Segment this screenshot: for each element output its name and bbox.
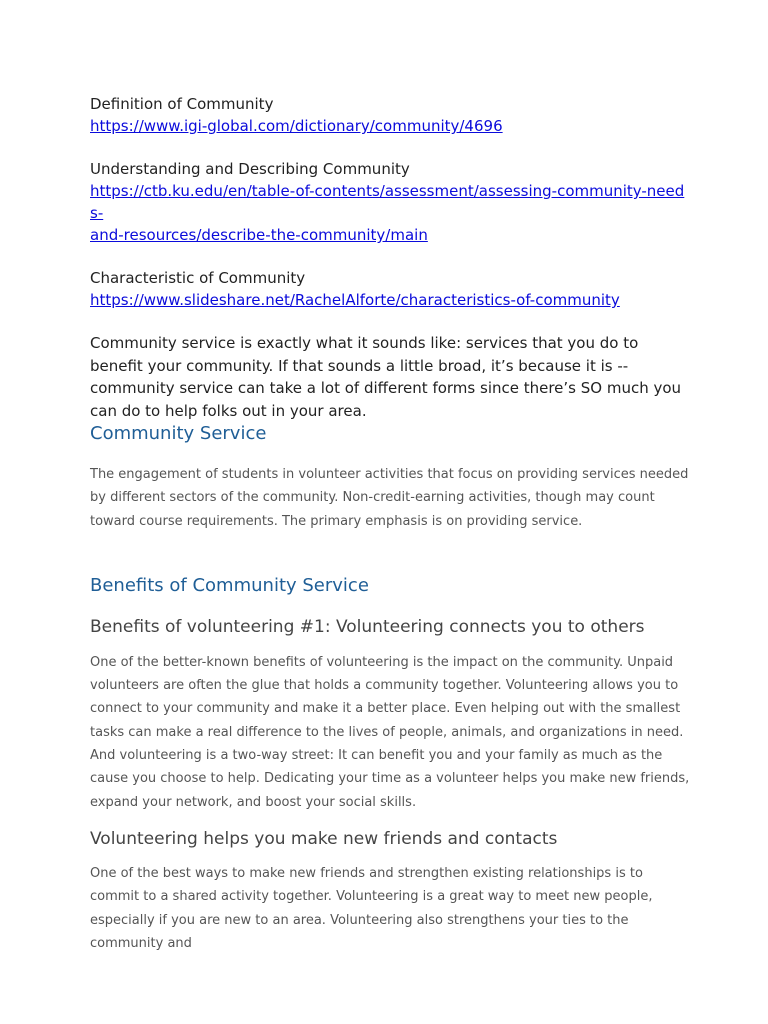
benefit-2-heading: Volunteering helps you make new friends and contacts <box>90 828 558 849</box>
benefit-1-heading: Benefits of volunteering #1: Volunteering connects you to others <box>90 616 645 637</box>
reference-title: Characteristic of Community <box>90 269 306 287</box>
intro-paragraph: Community service is exactly what it sounds like: services that you do to benefit your community. If that sounds a little broad, it’s because it is -- community service can take a lot of different forms since there’s SO much you can do to help folks out in your area. <box>90 334 682 420</box>
reference-title: Understanding and Describing Community <box>90 160 410 178</box>
community-service-heading: Community Service <box>90 423 267 444</box>
reference-understanding <box>90 158 690 246</box>
reference-characteristic <box>90 267 690 311</box>
reference-definition <box>90 93 690 137</box>
reference-title: Definition of Community <box>90 95 274 113</box>
benefit-1-text: One of the better-known benefits of volunteering is the impact on the community. Unpaid volunteers are often the glue that holds a community together. Volunteering allows you to connect to your community and make it a better place. Even helping out with the smallest tasks can make a real difference to the lives of people, animals, and organizations in need. And volunteering is a two-way street: It can benefit you and your family as much as the cause you choose to help. Dedicating your time as a volunteer helps you make new friends, expand your network, and boost your social skills. <box>90 654 690 810</box>
reference-link[interactable]: https://www.slideshare.net/RachelAlforte/characteristics-of-community <box>90 291 620 309</box>
reference-link-line1[interactable]: https://ctb.ku.edu/en/table-of-contents/assessment/assessing-community-needs- <box>90 182 685 222</box>
document-page <box>90 93 690 955</box>
reference-link-line2[interactable]: and-resources/describe-the-community/main <box>90 226 428 244</box>
benefit-2-text: One of the best ways to make new friends and strengthen existing relationships is to commit to a shared activity together. Volunteering is a great way to meet new people, especially if you are new to an area. Volunteering also strengthens your ties to the community and <box>90 865 653 951</box>
community-service-text: The engagement of students in volunteer activities that focus on providing services needed by different sectors of the community. Non-credit-earning activities, though may count toward course requirements. The primary emphasis is on providing service. <box>90 467 689 529</box>
benefits-heading: Benefits of Community Service <box>90 574 369 596</box>
reference-link[interactable]: https://www.igi-global.com/dictionary/community/4696 <box>90 117 503 135</box>
